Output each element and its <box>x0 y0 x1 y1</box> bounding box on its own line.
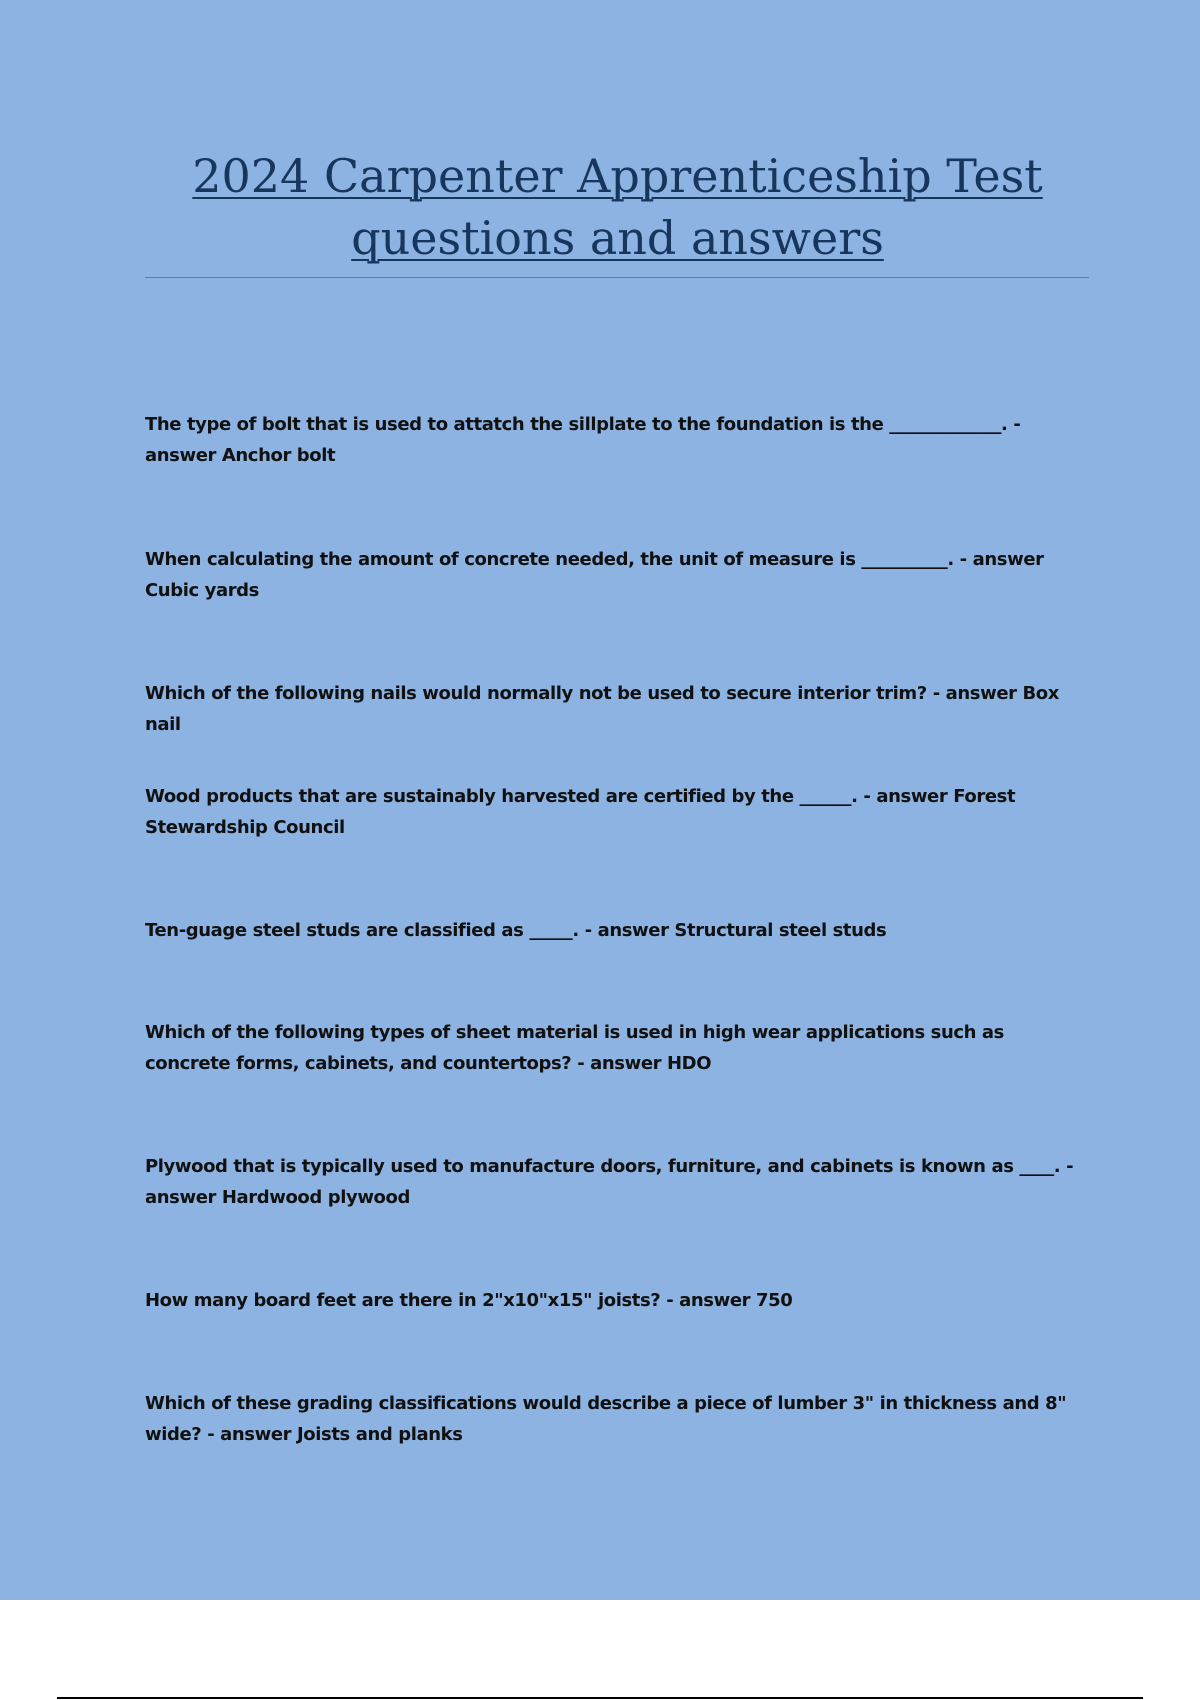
qa-item-7: Plywood that is typically used to manufacture doors, furniture, and cabinets is known as ____. - answer Hardwood plywood <box>145 1156 1074 1208</box>
document-title: 2024 Carpenter Apprenticeship Test questions and answers <box>192 149 1043 265</box>
qa-item-5: Ten-guage steel studs are classified as _____. - answer Structural steel studs <box>145 920 887 941</box>
qa-item-9: Which of these grading classifications would describe a piece of lumber 3" in thickness and 8" wide? - answer Joists and planks <box>145 1393 1067 1445</box>
qa-item-1: The type of bolt that is used to attatch the sillplate to the foundation is the _____________. - answer Anchor bolt <box>145 414 1021 466</box>
qa-item-4: Wood products that are sustainably harvested are certified by the ______. - answer Forest Stewardship Council <box>145 786 1016 838</box>
qa-item-6: Which of the following types of sheet material is used in high wear applications such as concrete forms, cabinets, and countertops? - answer HDO <box>145 1022 1004 1074</box>
page-bottom-divider <box>57 1697 1143 1699</box>
qa-item-8: How many board feet are there in 2"x10"x15" joists? - answer 750 <box>145 1290 793 1311</box>
qa-item-2: When calculating the amount of concrete needed, the unit of measure is __________. - answer Cubic yards <box>145 549 1044 601</box>
qa-item-3: Which of the following nails would normally not be used to secure interior trim? - answer Box nail <box>145 683 1059 735</box>
title-divider <box>145 277 1089 278</box>
